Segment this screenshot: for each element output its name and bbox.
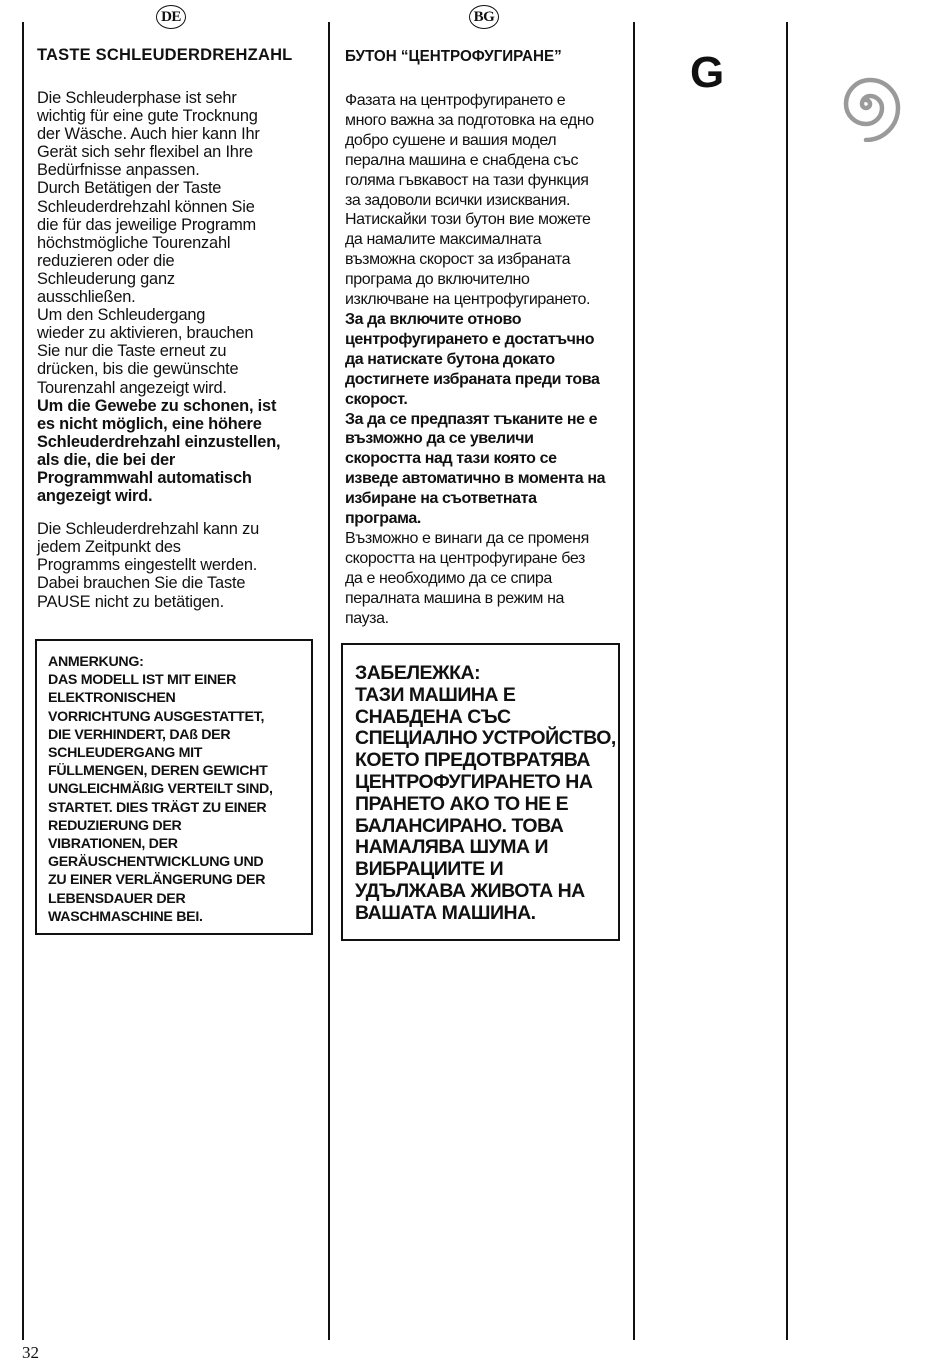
paragraph-de-2 xyxy=(37,520,317,610)
text-line: за задоволи всички изисквания. xyxy=(345,191,571,209)
text-line: VIBRATIONEN, DER xyxy=(48,836,178,853)
text-line: Bedürfnisse anpassen. xyxy=(37,161,200,180)
paragraph-de-1 xyxy=(37,89,317,397)
german-column xyxy=(37,46,317,611)
text-line: drücken, bis die gewünschte xyxy=(37,360,239,379)
text-line: За да се предпазят тъканите не е xyxy=(345,410,598,428)
text-line: FÜLLMENGEN, DEREN GEWICHT xyxy=(48,763,268,780)
text-line: PAUSE nicht zu betätigen. xyxy=(37,592,224,611)
text-line: DAS MODELL IST MIT EINER xyxy=(48,672,237,689)
text-line: reduzieren oder die xyxy=(37,251,175,270)
bold-paragraph-de xyxy=(37,397,317,506)
text-line: Tourenzahl angezeigt wird. xyxy=(37,378,227,397)
text-line: wichtig für eine gute Trocknung xyxy=(37,107,258,126)
text-line: wieder zu aktivieren, brauchen xyxy=(37,324,254,343)
text-line: много важна за подготовка на едно xyxy=(345,111,594,129)
body-text-de xyxy=(37,89,317,611)
text-line: die für das jeweilige Programm xyxy=(37,215,257,234)
section-heading-de: TASTE SCHLEUDERDREHZAHL xyxy=(37,46,293,64)
text-line: LEBENSDAUER DER xyxy=(48,890,186,907)
text-line: ВИБРАЦИИТЕ И xyxy=(355,858,504,881)
column-rule-1 xyxy=(22,22,24,1340)
column-rule-2 xyxy=(328,22,330,1340)
page-number: 32 xyxy=(22,1343,39,1362)
text-line: скорост. xyxy=(345,390,408,408)
text-line: Фазата на центрофугирането е xyxy=(345,92,566,109)
text-line: Schleuderdrehzahl einzustellen, xyxy=(37,432,281,451)
bold-paragraph-bg xyxy=(345,310,623,529)
text-line: КОЕТО ПРЕДОТВРАТЯВА xyxy=(355,749,590,772)
text-line: избиране на съответната xyxy=(345,490,537,508)
language-badge-bg: BG xyxy=(469,5,499,29)
text-line: Възможно е винаги да се променя xyxy=(345,529,589,547)
text-line: als die, die bei der xyxy=(37,450,176,469)
text-line: ZU EINER VERLÄNGERUNG DER xyxy=(48,872,266,889)
text-line: пералната машина в режим на xyxy=(345,589,565,607)
text-line: Натискайки този бутон вие можете xyxy=(345,211,591,229)
section-heading-bg: БУТОН “ЦЕНТРОФУГИРАНЕ” xyxy=(345,48,562,65)
paragraph-bg-1 xyxy=(345,91,623,310)
text-line: Durch Betätigen der Taste xyxy=(37,179,222,198)
text-line: да намалите максималната xyxy=(345,231,542,249)
text-line: НАМАЛЯВА ШУМА И xyxy=(355,836,549,859)
text-line: скоростта над тази която се xyxy=(345,450,557,468)
text-line: СПЕЦИАЛНО УСТРОЙСТВО, xyxy=(355,727,616,750)
text-line: Schleuderung ganz xyxy=(37,269,175,288)
text-line: програма. xyxy=(345,510,421,528)
text-line: възможно да се увеличи xyxy=(345,430,534,448)
text-line: скоростта на центрофугиране без xyxy=(345,549,585,567)
text-line: UNGLEICHMÄßIG VERTEILT SIND, xyxy=(48,781,273,798)
text-line: Um die Gewebe zu schonen, ist xyxy=(37,396,277,415)
text-line: Die Schleuderphase ist sehr xyxy=(37,89,237,107)
text-line: ЗАБЕЛЕЖКА: xyxy=(355,662,481,684)
text-line: изведе автоматично в момента на xyxy=(345,470,606,488)
text-line: СНАБДЕНА СЪС xyxy=(355,705,511,728)
text-line: der Wäsche. Auch hier kann Ihr xyxy=(37,125,260,144)
text-line: да натискате бутона докато xyxy=(345,350,555,368)
text-line: SCHLEUDERGANG MIT xyxy=(48,745,203,762)
text-line: да е необходимо да се спира xyxy=(345,569,552,587)
text-line: За да включите отново xyxy=(345,310,522,328)
text-line: УДЪЛЖАВА ЖИВОТА НА xyxy=(355,879,585,902)
text-line: ELEKTRONISCHEN xyxy=(48,690,176,707)
note-text-de xyxy=(48,653,301,926)
text-line: достигнете избраната преди това xyxy=(345,370,600,388)
text-line: es nicht möglich, eine höhere xyxy=(37,414,262,433)
column-rule-4 xyxy=(786,22,788,1340)
text-line: голяма гъвкавост на тази функция xyxy=(345,171,589,189)
text-line: изключване на центрофугирането. xyxy=(345,291,591,309)
text-line: Die Schleuderdrehzahl kann zu xyxy=(37,520,259,539)
text-line: jedem Zeitpunkt des xyxy=(37,538,181,557)
text-line: програма до включително xyxy=(345,271,530,289)
text-line: Programmwahl automatisch xyxy=(37,468,252,487)
bulgarian-column xyxy=(345,48,623,628)
text-line: STARTET. DIES TRÄGT ZU EINER xyxy=(48,799,267,816)
text-line: angezeigt wird. xyxy=(37,487,153,506)
text-line: пауза. xyxy=(345,609,389,627)
text-line: Sie nur die Taste erneut zu xyxy=(37,342,227,361)
text-line: REDUZIERUNG DER xyxy=(48,817,182,834)
text-line: възможна скорост за избраната xyxy=(345,251,571,269)
text-line: ausschließen. xyxy=(37,288,136,307)
text-line: добро сушене и вашия модел xyxy=(345,131,557,149)
text-line: höchstmögliche Tourenzahl xyxy=(37,233,231,252)
text-line: ТАЗИ МАШИНА Е xyxy=(355,683,516,706)
note-box-bg xyxy=(341,643,620,941)
text-line: Dabei brauchen Sie die Taste xyxy=(37,574,246,593)
text-line: Gerät sich sehr flexibel an Ihre xyxy=(37,143,253,162)
text-line: Schleuderdrehzahl können Sie xyxy=(37,197,255,216)
text-line: ВАШАТА МАШИНА. xyxy=(355,901,536,924)
note-text-bg xyxy=(355,662,616,925)
language-badge-de: DE xyxy=(156,5,186,29)
text-line: VORRICHTUNG AUSGESTATTET, xyxy=(48,708,265,725)
paragraph-bg-2 xyxy=(345,529,623,629)
text-line: БАЛАНСИРАНО. ТОВА xyxy=(355,814,564,837)
section-letter: G xyxy=(690,48,725,97)
column-rule-3 xyxy=(633,22,635,1340)
text-line: Programms eingestellt werden. xyxy=(37,556,258,575)
text-line: ANMERKUNG: xyxy=(48,654,144,670)
text-line: DIE VERHINDERT, DAß DER xyxy=(48,726,231,743)
text-line: WASCHMASCHINE BEI. xyxy=(48,908,203,925)
text-line: ЦЕНТРОФУГИРАНЕТО НА xyxy=(355,770,593,793)
text-line: центрофугирането е достатъчно xyxy=(345,330,595,348)
text-line: перална машина е снабдена със xyxy=(345,151,579,169)
body-text-bg xyxy=(345,91,623,628)
text-line: GERÄUSCHENTWICKLUNG UND xyxy=(48,854,264,871)
note-box-de xyxy=(35,639,313,935)
text-line: ПРАНЕТО АКО ТО НЕ Е xyxy=(355,792,569,815)
text-line: Um den Schleudergang xyxy=(37,306,206,325)
spiral-spin-icon xyxy=(828,66,904,142)
